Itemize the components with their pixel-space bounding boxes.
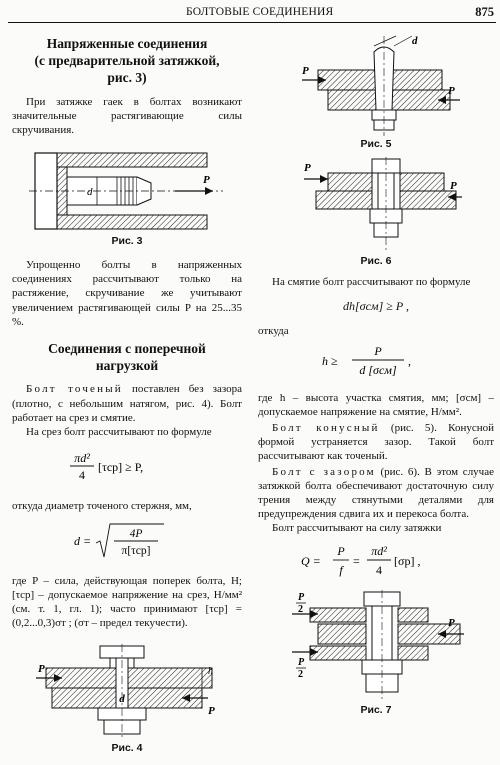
formula-clamping-force — [258, 542, 494, 584]
formula-diameter — [12, 521, 242, 565]
formula-tail: [σр] , — [394, 553, 421, 568]
fig4-p-left: P — [38, 662, 45, 675]
formula-bearing: dh[σсм] ≥ P , — [343, 298, 409, 313]
heading-line: нагрузкой — [95, 357, 159, 373]
paragraph — [258, 421, 494, 463]
fig6-p-right: P — [450, 180, 457, 193]
section-heading-preloaded — [12, 36, 242, 87]
fig4-d-label: d — [119, 692, 125, 705]
left-column — [12, 26, 242, 761]
formula-lhs: h ≥ — [322, 354, 338, 369]
paragraph: откуда диаметр точеного стержня, мм, — [12, 500, 192, 513]
heading-line: Соединения с поперечной — [48, 340, 206, 356]
formula-height — [258, 342, 494, 384]
heading-line: рис. 3) — [107, 69, 147, 85]
fig3-d-label: d — [87, 185, 93, 198]
heading-line: (с предварительной затяжкой, — [34, 52, 220, 68]
fig5-p-right: P — [448, 85, 455, 97]
formula-tail: [τср] ≥ P, — [98, 459, 144, 474]
formula-denominator: 4 — [376, 562, 382, 577]
running-title: БОЛТОВЫЕ СОЕДИНЕНИЯ — [186, 6, 334, 18]
formula-lhs: Q = — [301, 553, 321, 568]
formula-numerator: 4P — [129, 528, 143, 541]
figure-7-shear-plates — [288, 590, 464, 702]
spaced-term: Болт точеный — [26, 383, 123, 396]
figure-3-tensioned-bolt — [27, 149, 227, 233]
fig7-p-right: P — [448, 616, 455, 629]
fig5-d-label: d — [412, 35, 418, 47]
figure-4-turned-bolt — [32, 644, 222, 740]
figure-5-conical-bolt — [288, 32, 464, 136]
paragraph-text: (рис. 6). В этом случае затяжкой болта обеспечивают достаточную силу трения между стянутыми деталями для предупреждения сдвига их и перекоса болта. — [258, 466, 494, 521]
paragraph: На срез болт рассчитывают по формуле — [26, 425, 212, 438]
fig7-p-top-den: 2 — [298, 603, 303, 615]
figure-3-caption: Рис. 3 — [111, 234, 143, 247]
formula-lhs: d = — [74, 534, 92, 549]
figure-6-clearance-bolt — [288, 157, 464, 253]
fig7-p-bottom-num: P — [298, 656, 305, 668]
formula-tail: , — [408, 354, 411, 369]
formula-numerator: πd² — [371, 543, 387, 558]
fig5-p-left: P — [302, 65, 309, 77]
right-column — [258, 26, 494, 723]
figure-5-caption: Рис. 5 — [360, 138, 392, 150]
page-number: 875 — [475, 5, 494, 19]
paragraph — [258, 465, 494, 521]
paragraph: где h – высота участка смятия, мм; [σсм] – допускаемое напряжение на смятие, Н/мм². — [258, 391, 494, 418]
figure-7-caption: Рис. 7 — [360, 703, 392, 716]
formula-numerator: P — [337, 543, 345, 558]
paragraph-text: поставлен без зазора (плотно, с небольшим натягом, рис. 4). Болт работает на срез и смятие. — [12, 383, 242, 424]
fig3-p-label: P — [203, 173, 210, 186]
paragraph — [12, 382, 242, 424]
heading-line: Напряженные соединения — [46, 36, 208, 51]
section-heading-transverse — [12, 341, 242, 375]
paragraph-text: (рис. 5). Конусной формой устраняется зазор. Такой болт рассчитывают как точеный. — [258, 421, 494, 463]
figure-4-caption: Рис. 4 — [111, 741, 143, 754]
fig4-p-right: P — [208, 704, 215, 717]
paragraph: Болт рассчитывают на силу затяжки — [272, 522, 442, 535]
paragraph: На смятие болт рассчитывают по формуле — [272, 275, 471, 288]
formula-numerator: πd² — [74, 450, 90, 465]
figure-6-caption: Рис. 6 — [360, 255, 392, 268]
formula-equals: = — [353, 553, 360, 568]
spaced-term: Болт конусный — [272, 421, 380, 434]
paragraph: Упрощенно болты в напряженных соединениях рассчитывают только на растяжение, скручивание же учитывают увеличением растягивающей силы P на 25...35 %. — [12, 259, 242, 328]
formula-denominator: f — [339, 562, 343, 577]
formula-denominator: 4 — [79, 467, 85, 482]
formula-denominator: π[τср] — [121, 545, 151, 558]
page-header — [8, 4, 496, 23]
fig7-p-top-num: P — [298, 591, 305, 603]
paragraph: откуда — [258, 325, 289, 338]
paragraph: где P – сила, действующая поперек болта, Н; [τср] – допускаемое напряжение на срез, Н/мм² (см. т. 1, гл. 1); часто принимают [τср] = (0,2...0,3)σт ; (σт – предел текучести). — [12, 574, 242, 629]
paragraph: При затяжке гаек в болтах возникают значительные растягивающие силы скручивания. — [12, 95, 242, 136]
spaced-term: Болт с зазором — [272, 466, 376, 479]
fig6-p-left: P — [304, 162, 311, 175]
formula-shear — [12, 449, 242, 489]
formula-numerator: P — [374, 344, 382, 359]
formula-denominator: d [σсм] — [359, 363, 397, 378]
fig4-h-label: h — [208, 665, 213, 677]
fig7-p-bottom-den: 2 — [298, 668, 303, 680]
